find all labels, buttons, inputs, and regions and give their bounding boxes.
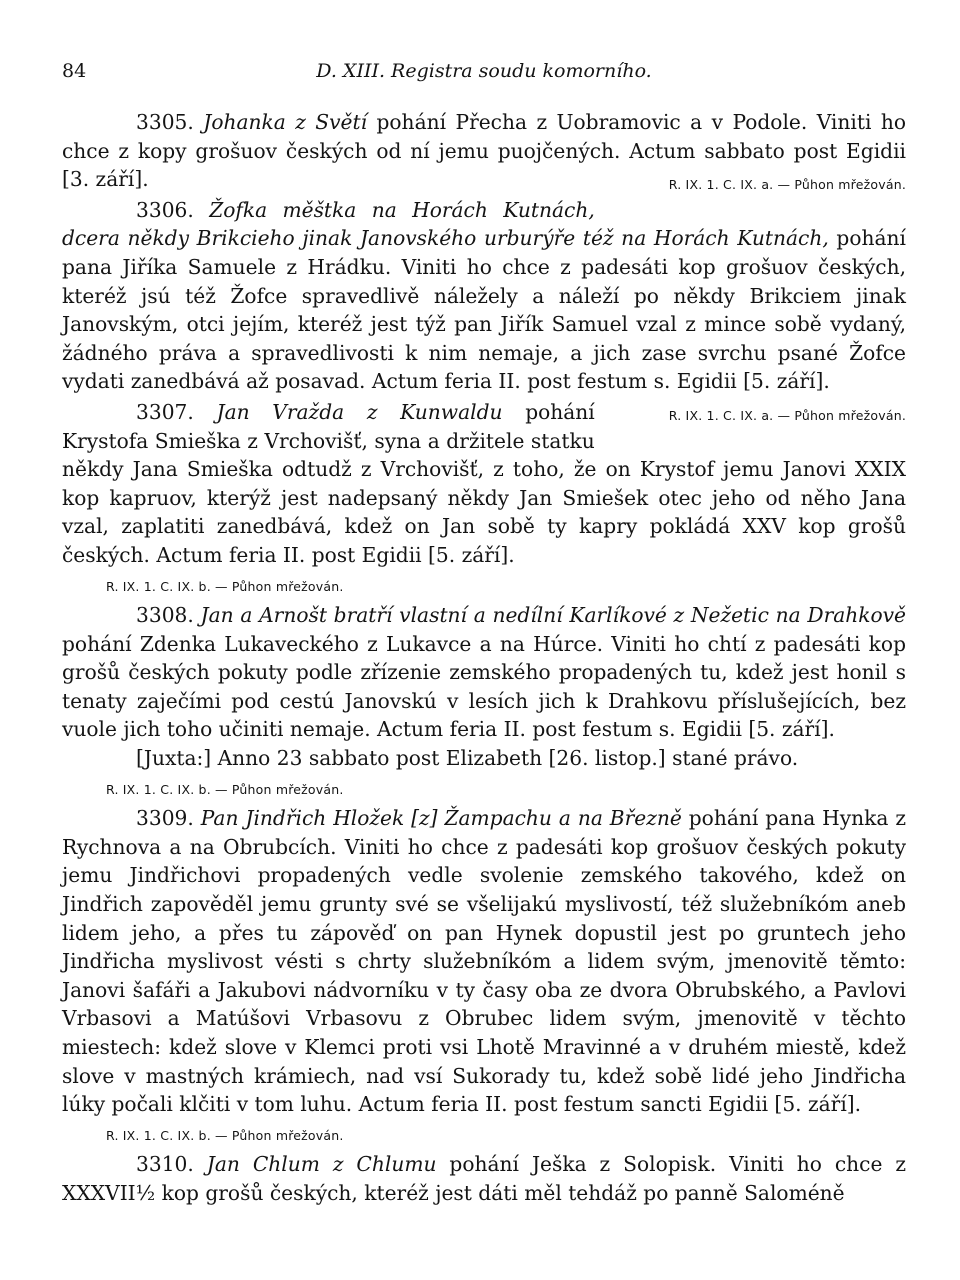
source-reference: R. IX. 1. C. IX. b. — Půhon mřežován.: [106, 578, 344, 594]
entry-text: pohání pana Hynka z Rychnova a na Obrubcích. Viniti ho chce z padesáti kop grošuov českých pokuty jemu Jindřichovi propadených vedle svolenie zemského takového, kdež on Jindřich zapověděl jemu grunty své se všelijakú myslivostí, též služebníkóm aneb lidem jeho, a přes tu zápověď on pan Hynek dopustil jest po gruntech jeho Jindřicha myslivost vésti s chrty služebníkóm a lidem svým, jmenovitě těmto: Janovi šafáři a Jakubovi nádvorníku v ty časy oba ze dvora Obrubského, a Pavlovi Vrbasovi a Matúšovi Vrbasovu z Obrubec lidem svým, jmenovitě v těchto miestech: kdež slove v Klemci proti vsi Lhotě Mravinné a v druhém miestě, kdež slove v mastných krámiech, nad vsí Sukorady tu, kdež sobě lidé jeho Jindřicha lúky počali klčiti v tom luhu. Actum feria II. post festum sancti Egidii [5. září].: [62, 806, 907, 1117]
marginal-note: [Juxta:] Anno 23 sabbato post Elizabeth [26. listop.] stané právo.: [136, 746, 799, 771]
entry-parties: Jan a Arnošt bratří vlastní a nedílní Karlíkové z Nežetic na Drahkově: [200, 603, 906, 628]
source-reference: R. IX. 1. C. IX. a. — Půhon mřežován.: [668, 177, 906, 193]
page-number: 84: [62, 60, 87, 82]
entry-parties: Jan Vražda z Kunwaldu: [216, 399, 503, 424]
page-header: [62, 60, 906, 84]
source-reference: R. IX. 1. C. IX. a. — Půhon mřežován.: [668, 407, 906, 423]
entry-3310: [62, 1150, 906, 1207]
entry-number: 3309.: [136, 806, 194, 831]
entry-number: 3307.: [136, 399, 194, 424]
entry-parties: Johanka z Světí: [203, 110, 368, 134]
entry-parties: Pan Jindřich Hložek [z] Žampachu a na Březně: [200, 806, 682, 831]
entry-number: 3310.: [136, 1152, 194, 1177]
entry-number: 3308.: [136, 603, 194, 628]
entry-parties: Žofka měštka na Horách Kutnách, dcera někdy Brikcieho jinak Janovského urburýře též na Horách Kutnách,: [62, 197, 829, 251]
entry-text: pohání pana Jiříka Samuele z Hrádku. Viniti ho chce z padesáti kop grošuov českých, kteréž jsú též Žofce spravedlivě náležely a náleží po někdy Brikciem jinak Janovským, otci jejím, kteréž jest týž pan Jiřík Samuel vzal z mince sobě vydaný, žádného práva a spravedlivosti k nim nemaje, a jich zase svrchu psané Žofce vydati zanedbává až posavad. Actum feria II. post festum s. Egidii [5. září].: [62, 226, 906, 394]
entry-3308: [62, 601, 906, 744]
entry-number: 3306.: [136, 197, 194, 222]
entry-text: pohání Přecha z Uobramovic a v Podole. Viniti ho chce z kopy grošuov českých od ní jemu puojčených. Actum sabbato post Egidii [3. září].: [62, 110, 907, 192]
source-line: [62, 773, 906, 805]
entry-3305: [62, 108, 906, 194]
entry-3309: [62, 804, 906, 1119]
entry-text: pohání Zdenka Lukaveckého z Lukavce a na Húrce. Viniti ho chtí z padesáti kop grošů českých pokuty podle zřízenie zemského propadených tu, kdež jest honil s tenaty zaječími pod cestú Janovskú v lesích jich k Drahkovu příslušejících, bez vuole jich toho učiniti nemaje. Actum feria II. post festum s. Egidii [5. září].: [62, 631, 906, 742]
source-reference: R. IX. 1. C. IX. b. — Půhon mřežován.: [106, 1127, 344, 1143]
entry-text: pohání Ješka z Solopisk. Viniti ho chce z XXXVII½ kop grošů českých, kteréž jest dáti měl tehdáž po panně Saloméně: [62, 1152, 906, 1205]
running-title: D. XIII. Registra soudu komorního.: [316, 60, 652, 82]
entry-number: 3305.: [136, 110, 194, 134]
entry-parties: Jan Chlum z Chlumu: [206, 1152, 437, 1177]
source-line: [62, 570, 906, 602]
source-reference: R. IX. 1. C. IX. b. — Půhon mřežován.: [106, 781, 344, 797]
entry-text: pohání Krystofa Smieška z Vrchovišť, syna a držitele statku někdy Jana Smieška odtudž z Vrchovišť, z toho, že on Krystof jemu Janovi XXIX kop kapruov, kterýž jest nadepsaný někdy Jan Smiešek otec jeho od něho Jana vzal, zaplatiti zanedbává, kdež on Jan sobě ty kapry pokládá XXV kop grošů českých. Actum feria II. post Egidii [5. září].: [62, 399, 906, 567]
page-body: [62, 108, 906, 1208]
source-line: [62, 1119, 906, 1151]
